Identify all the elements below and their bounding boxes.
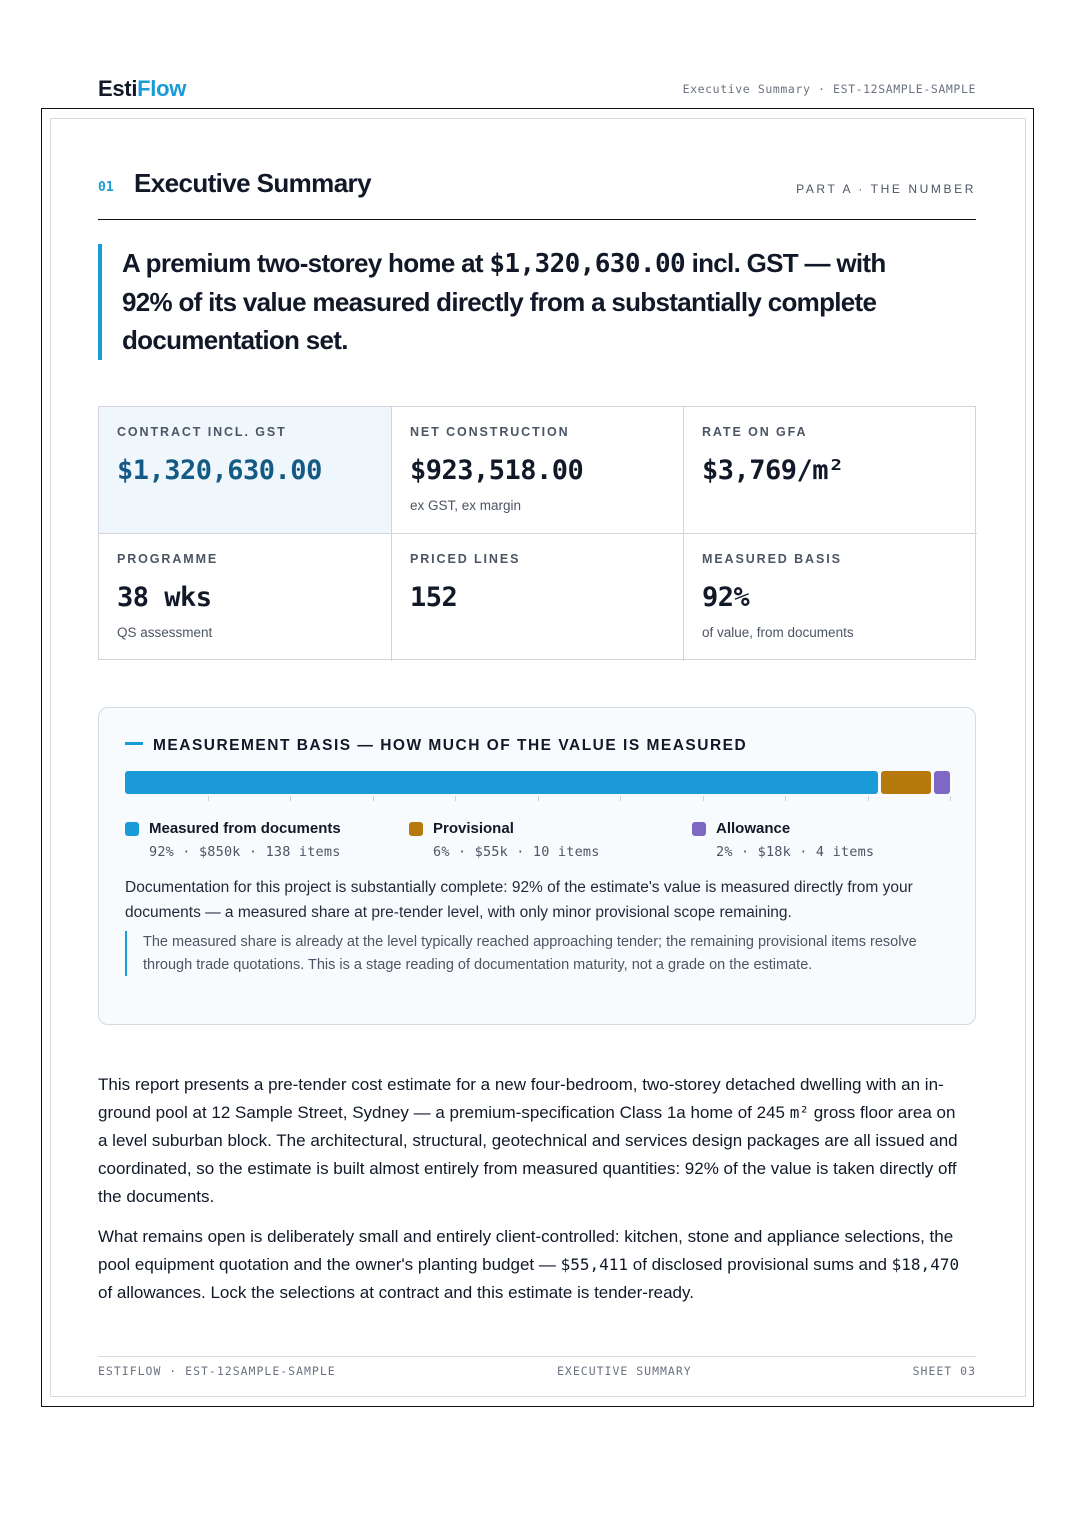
- legend-item-allowance: [692, 820, 874, 860]
- kpi-note: of value, from documents: [702, 625, 854, 640]
- kpi-rate-on-gfa: [684, 407, 977, 534]
- bar-segment-allowance: [934, 771, 950, 794]
- footer-middle: EXECUTIVE SUMMARY: [557, 1364, 692, 1378]
- legend-label: Allowance: [716, 820, 791, 837]
- kpi-value: 92%: [702, 582, 750, 613]
- bar-tick: [785, 796, 786, 801]
- measurement-basis-heading-text: MEASUREMENT BASIS — HOW MUCH OF THE VALUE IS MEASURED: [153, 737, 748, 754]
- lead-text-before: A premium two-storey home at: [122, 248, 490, 278]
- paragraph-text: of allowances. Lock the selections at contract and this estimate is tender-ready.: [98, 1283, 694, 1302]
- legend-stats: 2% · $18k · 4 items: [716, 844, 875, 860]
- lead-amount: $1,320,630.00: [489, 249, 686, 279]
- bar-tick: [373, 796, 374, 801]
- kpi-note: ex GST, ex margin: [410, 498, 522, 513]
- bar-segment-measured: [125, 771, 878, 794]
- bar-tick: [455, 796, 456, 801]
- bar-tick: [868, 796, 869, 801]
- kpi-value: 152: [410, 582, 458, 613]
- footer-sheet-number: SHEET 03: [912, 1364, 976, 1378]
- paragraph-text: What remains open is deliberately small and entirely client-controlled: kitchen, stone and appliance selections, the pool equipment quotation and the owner's planting budget —: [98, 1227, 954, 1274]
- kpi-label: PROGRAMME: [117, 552, 219, 566]
- bar-tick: [950, 796, 951, 801]
- legend-swatch: [692, 822, 706, 836]
- legend-item-provisional: [409, 820, 600, 860]
- measurement-basis-body: Documentation for this project is substantially complete: 92% of the estimate's value is measured directly from your documents — a measured share at pre-tender level, with only minor provisional scope remaining.: [125, 879, 913, 921]
- heading-dash: [125, 742, 143, 745]
- legend-stats: 92% · $850k · 138 items: [149, 844, 341, 860]
- measurement-basis-bar: [125, 771, 950, 794]
- bar-tick: [703, 796, 704, 801]
- kpi-measured-basis: [684, 534, 977, 661]
- kpi-programme: [99, 534, 392, 661]
- kpi-value: 38 wks: [117, 582, 212, 613]
- summary-prose: [98, 1071, 968, 1307]
- kpi-label: CONTRACT INCL. GST: [117, 425, 287, 439]
- page-footer: [98, 1356, 976, 1386]
- kpi-label: MEASURED BASIS: [702, 552, 842, 566]
- area-unit: m²: [789, 1103, 809, 1122]
- brand-part-1: Esti: [98, 76, 138, 101]
- summary-paragraph-1: [98, 1071, 968, 1211]
- allowance-amount: $18,470: [891, 1255, 960, 1274]
- kpi-value: $923,518.00: [410, 455, 584, 486]
- legend-label: Measured from documents: [149, 820, 341, 837]
- bar-tick: [290, 796, 291, 801]
- paragraph-text: This report presents a pre-tender cost estimate for a new four-bedroom, two-storey detached dwelling with an in-ground pool at 12 Sample Street, Sydney — a premium-specification Class 1a home of 245: [98, 1075, 944, 1122]
- brand-part-2: Flow: [137, 76, 187, 101]
- measurement-basis-note: The measured share is already at the level typically reached approaching tender; the remaining provisional items resolve through trade quotations. This is a stage reading of documentation maturity, not a grade on the estimate.: [125, 931, 937, 976]
- kpi-label: PRICED LINES: [410, 552, 521, 566]
- section-part-label: PART A · THE NUMBER: [796, 182, 976, 196]
- footer-left: ESTIFLOW · EST-12SAMPLE-SAMPLE: [98, 1364, 336, 1378]
- measurement-basis-card: [98, 707, 976, 1025]
- bar-tick: [620, 796, 621, 801]
- kpi-value: $3,769/m²: [702, 455, 844, 486]
- header-reference: Executive Summary · EST-12SAMPLE-SAMPLE: [682, 82, 976, 96]
- bar-tick: [538, 796, 539, 801]
- kpi-label: NET CONSTRUCTION: [410, 425, 570, 439]
- lead-statement: [98, 244, 928, 360]
- kpi-value: $1,320,630.00: [117, 455, 322, 486]
- legend-swatch: [125, 822, 139, 836]
- kpi-label: RATE ON GFA: [702, 425, 808, 439]
- bar-ticks: [125, 796, 950, 802]
- bar-tick: [208, 796, 209, 801]
- legend-swatch: [409, 822, 423, 836]
- legend-stats: 6% · $55k · 10 items: [433, 844, 600, 860]
- kpi-note: QS assessment: [117, 625, 213, 640]
- kpi-net-construction: [392, 407, 684, 534]
- brand-logo: [98, 76, 186, 102]
- provisional-amount: $55,411: [560, 1255, 629, 1274]
- section-title: Executive Summary: [134, 168, 371, 198]
- bar-segment-provisional: [881, 771, 930, 794]
- paragraph-text: of disclosed provisional sums and: [628, 1255, 892, 1274]
- kpi-priced-lines: [392, 534, 684, 661]
- kpi-contract-incl-gst: [99, 407, 392, 534]
- summary-paragraph-2: [98, 1223, 968, 1307]
- section-number: 01: [98, 180, 114, 195]
- lead-text-after: incl. GST — with 92% of its value measured directly from a substantially complete documentation set.: [122, 248, 886, 355]
- kpi-grid: [98, 406, 976, 660]
- legend-item-measured: [125, 820, 341, 860]
- measurement-basis-heading: [125, 737, 747, 755]
- page-header: [98, 76, 976, 102]
- paragraph-text: gross floor area on a level suburban block. The architectural, structural, geotechnical and services design packages are all issued and coordinated, so the estimate is built almost entirely from measured quantities: 92% of the value is taken directly off the documents.: [98, 1103, 958, 1206]
- legend-label: Provisional: [433, 820, 514, 837]
- section-header: [98, 168, 976, 220]
